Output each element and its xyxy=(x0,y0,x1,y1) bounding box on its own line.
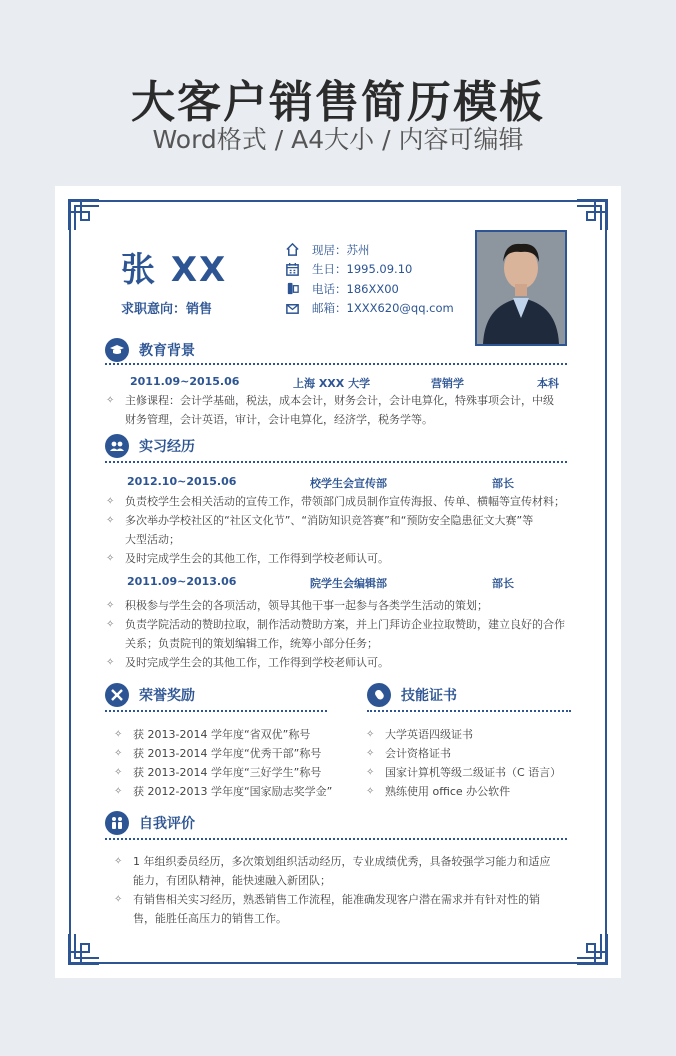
info-phone: 电话：186XX00 xyxy=(312,281,399,296)
self-eval-item: ✧ 有销售相关实习经历，熟悉销售工作流程，能准确发现客户潜在需求并有针对性的销 xyxy=(113,890,563,909)
mail-icon xyxy=(285,301,300,316)
job-item: ✧ 及时完成学生会的其他工作，工作得到学校老师认可。 xyxy=(105,549,575,568)
section-self-eval-header xyxy=(105,811,195,835)
section-internship-title: 实习经历 xyxy=(139,439,195,455)
job-row xyxy=(127,575,567,590)
education-degree: 本科 xyxy=(537,377,559,390)
profile-photo xyxy=(475,230,567,346)
courses-line: 财务管理，会计英语，审计，会计电算化，经济学，税务学等。 xyxy=(125,413,433,426)
honor-item: ✧ 获 2012-2013 学年度“国家励志奖学金” xyxy=(113,782,332,801)
education-courses xyxy=(105,391,570,429)
award-icon xyxy=(105,683,129,707)
job-row xyxy=(127,475,567,490)
portrait-icon xyxy=(477,232,565,344)
divider xyxy=(105,363,567,365)
skill-item: ✧ 大学英语四级证书 xyxy=(365,725,473,744)
skill-item: ✧ 会计资格证书 xyxy=(365,744,451,763)
job-item: ✧ 负责学院活动的赞助拉取，制作活动赞助方案，并上门拜访企业拉取赞助，建立良好的合作 xyxy=(105,615,575,634)
job-item: ✧ 负责校学生会相关活动的宣传工作，带领部门成员制作宣传海报、传单、横幅等宣传材料； xyxy=(105,492,575,511)
skill-item: ✧ 国家计算机等级二级证书（C 语言） xyxy=(365,763,561,782)
corner-ornament-icon xyxy=(575,198,609,232)
divider xyxy=(105,461,567,463)
section-internship-header xyxy=(105,434,195,458)
hero-subtitle: Word格式 / A4大小 / 内容可编辑 xyxy=(152,125,524,154)
education-school: 上海 XXX 大学 xyxy=(293,377,371,390)
people-icon xyxy=(105,811,129,835)
info-row-birthday xyxy=(285,260,454,280)
info-row-phone xyxy=(285,279,454,299)
self-eval-continued: 能力，有团队精神，能快速融入新团队； xyxy=(133,874,331,887)
job-item-continued: 大型活动； xyxy=(125,533,180,546)
job-item-continued: 关系；负责院刊的策划编辑工作，统筹小部分任务； xyxy=(125,637,378,650)
section-honors-title: 荣誉奖励 xyxy=(139,688,195,704)
section-skills-title: 技能证书 xyxy=(401,688,457,704)
skill-item: ✧ 熟练使用 office 办公软件 xyxy=(365,782,510,801)
education-row xyxy=(127,375,567,390)
job-item: ✧ 及时完成学生会的其他工作，工作得到学校老师认可。 xyxy=(105,653,575,672)
section-honors-header xyxy=(105,683,195,707)
graduation-cap-icon xyxy=(105,338,129,362)
section-self-eval-title: 自我评价 xyxy=(139,816,195,832)
corner-ornament-icon xyxy=(67,932,101,966)
honor-item: ✧ 获 2013-2014 学年度“省双优”称号 xyxy=(113,725,310,744)
corner-ornament-icon xyxy=(67,198,101,232)
info-email: 邮箱：1XXX620@qq.com xyxy=(312,301,454,316)
divider xyxy=(367,710,571,712)
job-period: 2011.09~2013.06 xyxy=(127,575,237,588)
section-skills-header xyxy=(367,683,457,707)
candidate-name: 张 XX xyxy=(121,250,228,290)
home-icon xyxy=(285,242,300,257)
info-row-email xyxy=(285,299,454,319)
calendar-icon xyxy=(285,262,300,277)
job-org: 院学生会编辑部 xyxy=(310,577,387,590)
phone-icon xyxy=(285,281,300,296)
team-icon xyxy=(105,434,129,458)
courses-line: ✧ 主修课程：会计学基础，税法，成本会计，财务会计，会计电算化，特殊事项会计，中级 xyxy=(125,394,554,407)
resume-page xyxy=(55,186,621,978)
honor-item: ✧ 获 2013-2014 学年度“优秀干部”称号 xyxy=(113,744,321,763)
section-education-title: 教育背景 xyxy=(139,343,195,359)
corner-ornament-icon xyxy=(575,932,609,966)
job-role: 部长 xyxy=(492,477,514,490)
job-item: ✧ 积极参与学生会的各项活动，领导其他干事一起参与各类学生活动的策划； xyxy=(105,596,575,615)
section-education-header xyxy=(105,338,195,362)
divider xyxy=(105,838,567,840)
hero-title: 大客户销售简历模板 xyxy=(131,77,545,128)
job-period: 2012.10~2015.06 xyxy=(127,475,237,488)
mouse-icon xyxy=(367,683,391,707)
self-eval-continued: 售，能胜任高压力的销售工作。 xyxy=(133,912,287,925)
job-role: 部长 xyxy=(492,577,514,590)
info-birthday: 生日：1995.09.10 xyxy=(312,262,413,277)
education-major: 营销学 xyxy=(431,377,464,390)
education-period: 2011.09~2015.06 xyxy=(130,375,240,388)
job-intent: 求职意向：销售 xyxy=(121,302,213,317)
job-item: ✧ 多次举办学校社区的“社区文化节”、“消防知识竞答赛”和“预防安全隐患征文大赛”等 xyxy=(105,511,575,530)
self-eval-item: ✧ 1 年组织委员经历，多次策划组织活动经历，专业成绩优秀，具备较强学习能力和适应 xyxy=(113,852,563,871)
personal-info xyxy=(285,240,454,318)
honor-item: ✧ 获 2013-2014 学年度“三好学生”称号 xyxy=(113,763,321,782)
divider xyxy=(105,710,327,712)
job-org: 校学生会宣传部 xyxy=(310,477,387,490)
info-row-location xyxy=(285,240,454,260)
info-location: 现居：苏州 xyxy=(312,242,370,257)
